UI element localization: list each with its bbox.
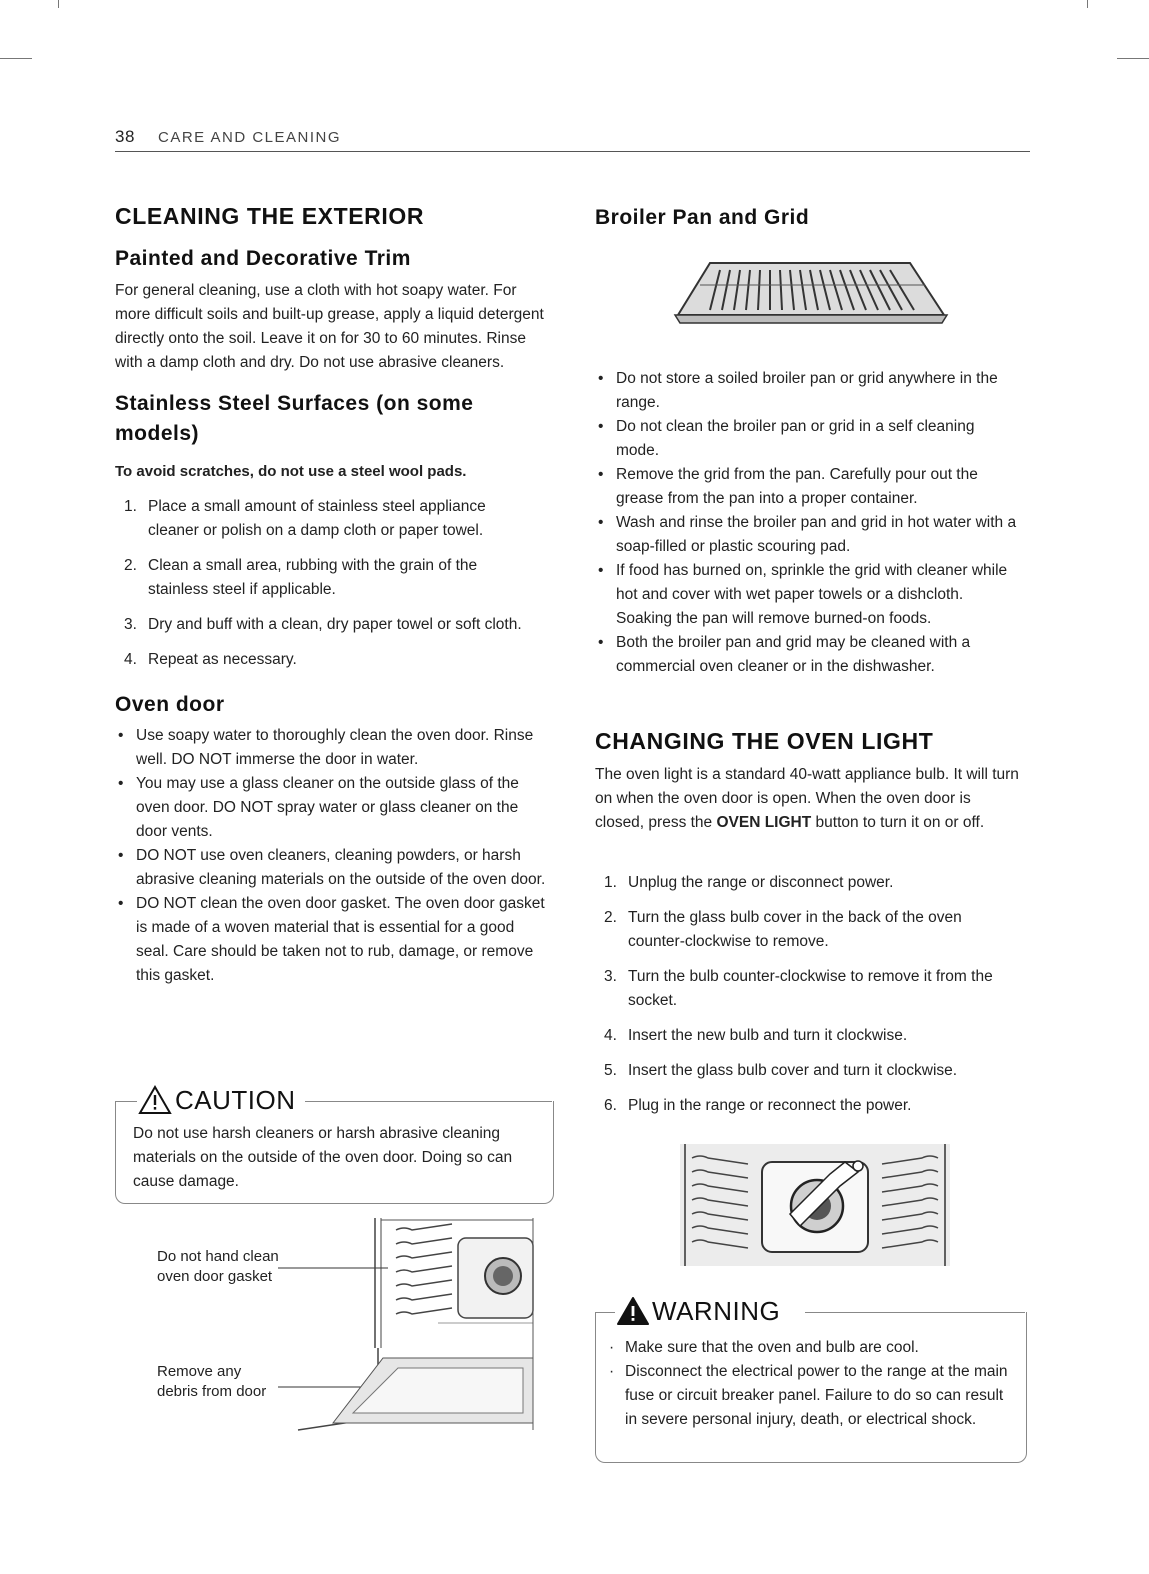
- list-item: [115, 495, 535, 543]
- warning-rule: [595, 1312, 615, 1313]
- list-item: [115, 844, 550, 892]
- crop-mark: [58, 0, 59, 8]
- list-item: [595, 1024, 1015, 1048]
- step-text: Place a small amount of stainless steel appliance cleaner or polish on a damp cloth or paper towel.: [148, 498, 486, 539]
- step-number: 4.: [604, 1027, 617, 1044]
- step-number: 5.: [604, 1062, 617, 1079]
- caution-title: CAUTION: [175, 1085, 296, 1115]
- list-item: [595, 415, 1020, 463]
- bullet-text: You may use a glass cleaner on the outside glass of the oven door. DO NOT spray water or glass cleaner on the door vents.: [136, 775, 519, 840]
- stainless-steps: [115, 495, 535, 672]
- bullet-text: Do not store a soiled broiler pan or grid anywhere in the range.: [616, 370, 998, 411]
- caution-triangle-icon: [138, 1085, 172, 1115]
- oven-door-bullets: [115, 724, 550, 988]
- step-text: Plug in the range or reconnect the power.: [628, 1097, 912, 1114]
- list-item: [595, 871, 1015, 895]
- page-header: [115, 127, 1030, 152]
- bullet-icon: ·: [609, 1339, 615, 1356]
- warning-triangle-icon: [616, 1296, 650, 1326]
- intro-text: button to turn it on or off.: [811, 814, 985, 831]
- bullet-icon: •: [598, 370, 604, 387]
- bullet-text: Do not clean the broiler pan or grid in a self cleaning mode.: [616, 418, 975, 459]
- bullet-icon: •: [598, 514, 604, 531]
- caution-rule: [115, 1101, 137, 1102]
- list-item: [115, 724, 550, 772]
- step-number: 3.: [604, 968, 617, 985]
- warning-rule: [805, 1312, 1025, 1313]
- step-text: Insert the glass bulb cover and turn it clockwise.: [628, 1062, 958, 1079]
- trim-heading: Painted and Decorative Trim: [115, 247, 411, 270]
- bullet-text: If food has burned on, sprinkle the grid with cleaner while hot and cover with wet paper towels or a dishcloth. Soaking the pan will remove burned-on foods.: [616, 562, 1008, 627]
- callout-line: debris from door: [157, 1383, 267, 1400]
- intro-text: The oven light is a standard 40-watt appliance bulb. It will turn on when the oven door is open. When the oven door is closed, press the: [595, 766, 1019, 831]
- oven-door-illustration: [278, 1218, 538, 1433]
- bullet-icon: •: [598, 466, 604, 483]
- crop-mark: [0, 58, 32, 59]
- bullet-text: DO NOT clean the oven door gasket. The oven door gasket is made of a woven material that is essential for a good seal. Care should be taken not to rub, damage, or remove this gasket.: [136, 895, 545, 984]
- step-text: Unplug the range or disconnect power.: [628, 874, 894, 891]
- step-text: Repeat as necessary.: [148, 651, 297, 668]
- list-item: [595, 367, 1020, 415]
- bullet-icon: ·: [609, 1363, 615, 1380]
- bullet-icon: •: [598, 418, 604, 435]
- step-number: 3.: [124, 616, 137, 633]
- step-number: 2.: [124, 557, 137, 574]
- page-number: 38: [115, 127, 135, 146]
- list-item: [595, 631, 1020, 679]
- bullet-text: DO NOT use oven cleaners, cleaning powders, or harsh abrasive cleaning materials on the outside of the oven door.: [136, 847, 546, 888]
- stainless-heading: Stainless Steel Surfaces (on some models): [115, 392, 474, 445]
- list-item: [115, 554, 535, 602]
- list-item: [115, 892, 550, 988]
- crop-mark: [1087, 0, 1088, 8]
- oven-light-illustration: [680, 1144, 950, 1266]
- list-item: [595, 511, 1020, 559]
- bullet-text: Use soapy water to thoroughly clean the oven door. Rinse well. DO NOT immerse the door in water.: [136, 727, 534, 768]
- broiler-pan-illustration: [670, 255, 950, 327]
- bullet-icon: •: [598, 634, 604, 651]
- callout-line: oven door gasket: [157, 1268, 273, 1285]
- step-text: Dry and buff with a clean, dry paper towel or soft cloth.: [148, 616, 522, 633]
- list-item: [595, 906, 1015, 954]
- bullet-text: Make sure that the oven and bulb are cool.: [625, 1339, 919, 1356]
- broiler-heading: Broiler Pan and Grid: [595, 206, 810, 229]
- bullet-icon: •: [598, 562, 604, 579]
- list-item: [595, 965, 1015, 1013]
- broiler-bullets: [595, 367, 1020, 679]
- trim-body: For general cleaning, use a cloth with hot soapy water. For more difficult soils and built-up grease, apply a liquid detergent directly onto the soil. Leave it on for 30 to 60 minutes. Rinse with a damp cloth and dry. Do not use abrasive cleaners.: [115, 282, 544, 371]
- bullet-icon: •: [118, 847, 124, 864]
- callout-line: Remove any: [157, 1363, 242, 1380]
- warning-bullets: [608, 1336, 1013, 1432]
- bullet-text: Wash and rinse the broiler pan and grid in hot water with a soap-filled or plastic scouring pad.: [616, 514, 1017, 555]
- step-number: 1.: [604, 874, 617, 891]
- caution-text: Do not use harsh cleaners or harsh abrasive cleaning materials on the outside of the oven door. Doing so can cause damage.: [133, 1125, 513, 1190]
- debris-callout: [157, 1362, 266, 1402]
- bullet-text: Remove the grid from the pan. Carefully pour out the grease from the pan into a proper container.: [616, 466, 978, 507]
- stainless-warning: To avoid scratches, do not use a steel wool pads.: [115, 463, 467, 480]
- oven-light-steps: [595, 871, 1015, 1118]
- section-title: CARE AND CLEANING: [158, 129, 342, 146]
- list-item: [115, 648, 535, 672]
- crop-mark: [1117, 58, 1149, 59]
- list-item: [115, 772, 550, 844]
- step-text: Insert the new bulb and turn it clockwise.: [628, 1027, 908, 1044]
- bullet-icon: •: [118, 727, 124, 744]
- oven-light-title: CHANGING THE OVEN LIGHT: [595, 728, 934, 754]
- list-item: [595, 559, 1020, 631]
- warning-title: WARNING: [652, 1296, 781, 1326]
- list-item: [595, 463, 1020, 511]
- oven-door-heading: Oven door: [115, 693, 225, 716]
- callout-line: Do not hand clean: [157, 1248, 279, 1265]
- bullet-text: Disconnect the electrical power to the range at the main fuse or circuit breaker panel. Failure to do so can result in severe personal injury, death, or electrical shock.: [625, 1363, 1008, 1428]
- list-item: [595, 1094, 1015, 1118]
- cleaning-exterior-title: CLEANING THE EXTERIOR: [115, 203, 425, 229]
- bullet-icon: •: [118, 775, 124, 792]
- step-number: 6.: [604, 1097, 617, 1114]
- list-item: [608, 1360, 1013, 1432]
- list-item: [115, 613, 535, 637]
- step-text: Clean a small area, rubbing with the grain of the stainless steel if applicable.: [148, 557, 478, 598]
- bullet-icon: •: [118, 895, 124, 912]
- right-column: [595, 200, 1025, 236]
- bullet-text: Both the broiler pan and grid may be cleaned with a commercial oven cleaner or in the dishwasher.: [616, 634, 971, 675]
- oven-light-button-name: OVEN LIGHT: [716, 814, 812, 831]
- oven-light-intro: [595, 763, 1023, 835]
- list-item: [595, 1059, 1015, 1083]
- step-text: Turn the glass bulb cover in the back of the oven counter-clockwise to remove.: [628, 909, 962, 950]
- step-text: Turn the bulb counter-clockwise to remove it from the socket.: [628, 968, 993, 1009]
- gasket-callout: [157, 1247, 279, 1287]
- step-number: 2.: [604, 909, 617, 926]
- step-number: 4.: [124, 651, 137, 668]
- list-item: [608, 1336, 1013, 1360]
- step-number: 1.: [124, 498, 137, 515]
- left-column: [115, 200, 555, 988]
- caution-rule: [305, 1101, 552, 1102]
